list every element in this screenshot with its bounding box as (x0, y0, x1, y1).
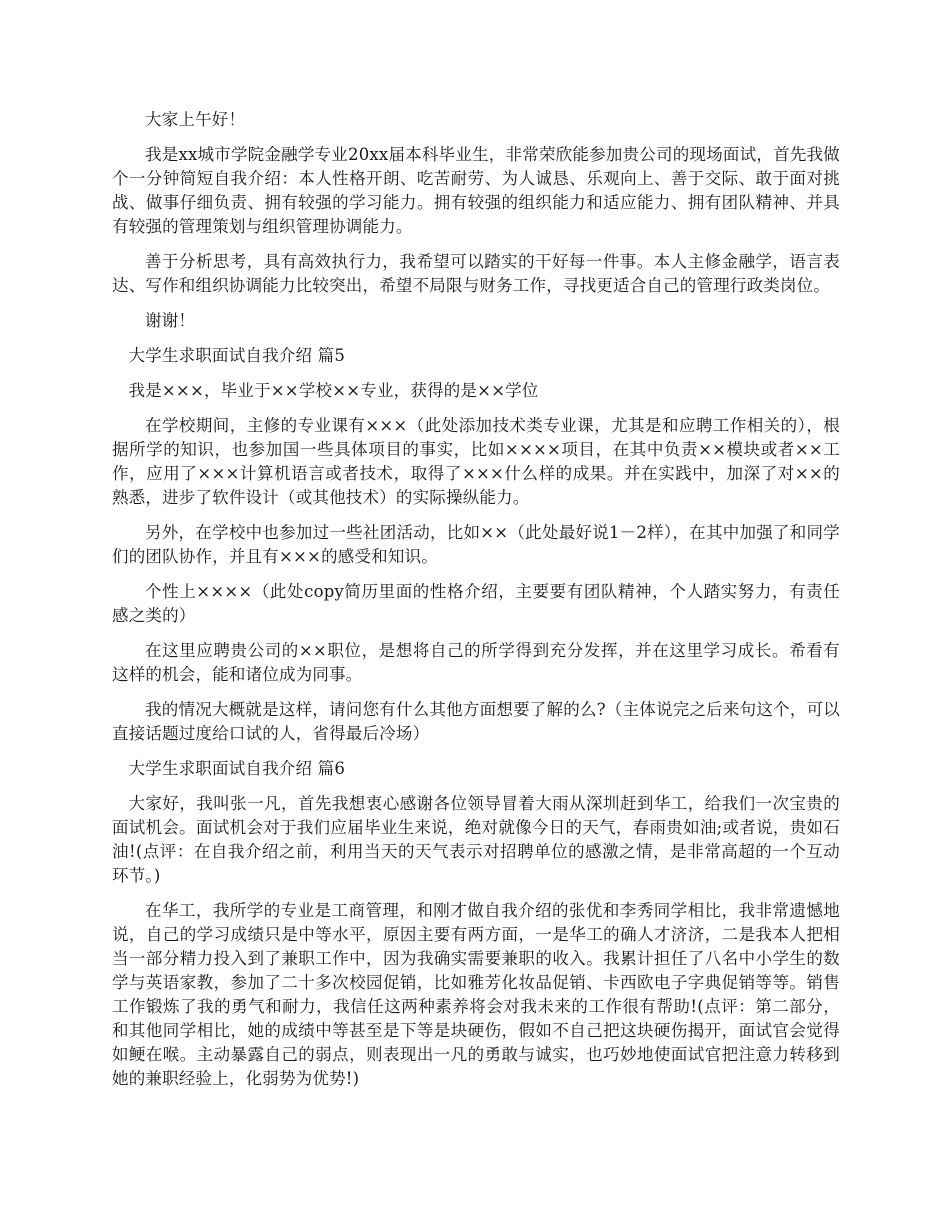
greeting-paragraph: 大家上午好！ (145, 110, 246, 129)
skills-paragraph: 善于分析思考，具有高效执行力，我希望可以踏实的干好每一件事。本人主修金融学，语言表达、写作和组织协调能力比较突出，希望不局限与财务工作，寻找更适合自己的管理行政类岗位。 (112, 252, 840, 295)
section-heading-5: 大学生求职面试自我介绍 篇5 (128, 346, 346, 365)
closing-paragraph: 我的情况大概就是这样，请问您有什么其他方面想要了解的么?（主体说完之后来句这个，可以直接话题过度给口试的人，省得最后冷场） (112, 700, 840, 743)
study-paragraph: 在学校期间，主修的专业课有×××（此处添加技术类专业课，尤其是和应聘工作相关的），根据所学的知识，也参加国一些具体项目的事实，比如××××项目，在其中负责××模块或者××工作，应用了×××计算机语言或者技术，取得了×××什么样的成果。并在实践中，加深了对××的熟悉，进步了软件设计（或其他技术）的实际操纵能力。 (112, 416, 840, 507)
personality-paragraph: 个性上××××（此处copy简历里面的性格介绍，主要要有团队精神，个人踏实努力，有责任感之类的） (112, 582, 840, 625)
activities-paragraph: 另外，在学校中也参加过一些社团活动，比如××（此处最好说1－2样），在其中加强了和同学们的团队协作，并且有×××的感受和知识。 (112, 523, 840, 566)
position-paragraph: 在这里应聘贵公司的××职位，是想将自己的所学得到充分发挥，并在这里学习成长。希看有这样的机会，能和诸位成为同事。 (112, 641, 840, 684)
opening-paragraph: 大家好，我叫张一凡，首先我想衷心感谢各位领导冒着大雨从深圳赶到华工，给我们一次宝贵的面试机会。面试机会对于我们应届毕业生来说，绝对就像今日的天气，春雨贵如油;或者说，贵如石油!(点评：在自我介绍之前，利用当天的天气表示对招聘单位的感激之情，是非常高超的一个互动环节。) (112, 794, 840, 885)
thanks-paragraph: 谢谢！ (145, 311, 196, 330)
identity-paragraph: 我是×××，毕业于××学校××专业，获得的是××学位 (128, 381, 539, 400)
section-heading-6: 大学生求职面试自我介绍 篇6 (128, 759, 346, 778)
experience-paragraph: 在华工，我所学的专业是工商管理，和刚才做自我介绍的张优和李秀同学相比，我非常遗憾地说，自己的学习成绩只是中等水平，原因主要有两方面，一是华工的确人才济济，二是我本人把相当一部分精力投入到了兼职工作中，因为我确实需要兼职的收入。我累计担任了八名中小学生的数学与英语家教，参加了二十多次校园促销，比如雅芳化妆品促销、卡西欧电子字典促销等等。销售工作锻炼了我的勇气和耐力，我信任这两种素养将会对我未来的工作很有帮助!(点评：第二部分，和其他同学相比，她的成绩中等甚至是下等是块硬伤，假如不自己把这块硬伤揭开，面试官会觉得如鲠在喉。主动暴露自己的弱点，则表现出一凡的勇敢与诚实，也巧妙地使面试官把注意力转移到她的兼职经验上，化弱势为优势!) (112, 901, 840, 1088)
document-page (112, 108, 840, 1102)
intro-paragraph: 我是xx城市学院金融学专业20xx届本科毕业生，非常荣欣能参加贵公司的现场面试，首先我做个一分钟简短自我介绍：本人性格开朗、吃苦耐劳、为人诚恳、乐观向上、善于交际、敢于面对挑战、做事仔细负责、拥有较强的学习能力。拥有较强的组织能力和适应能力、拥有团队精神、并具有较强的管理策划与组织管理协调能力。 (112, 145, 840, 236)
